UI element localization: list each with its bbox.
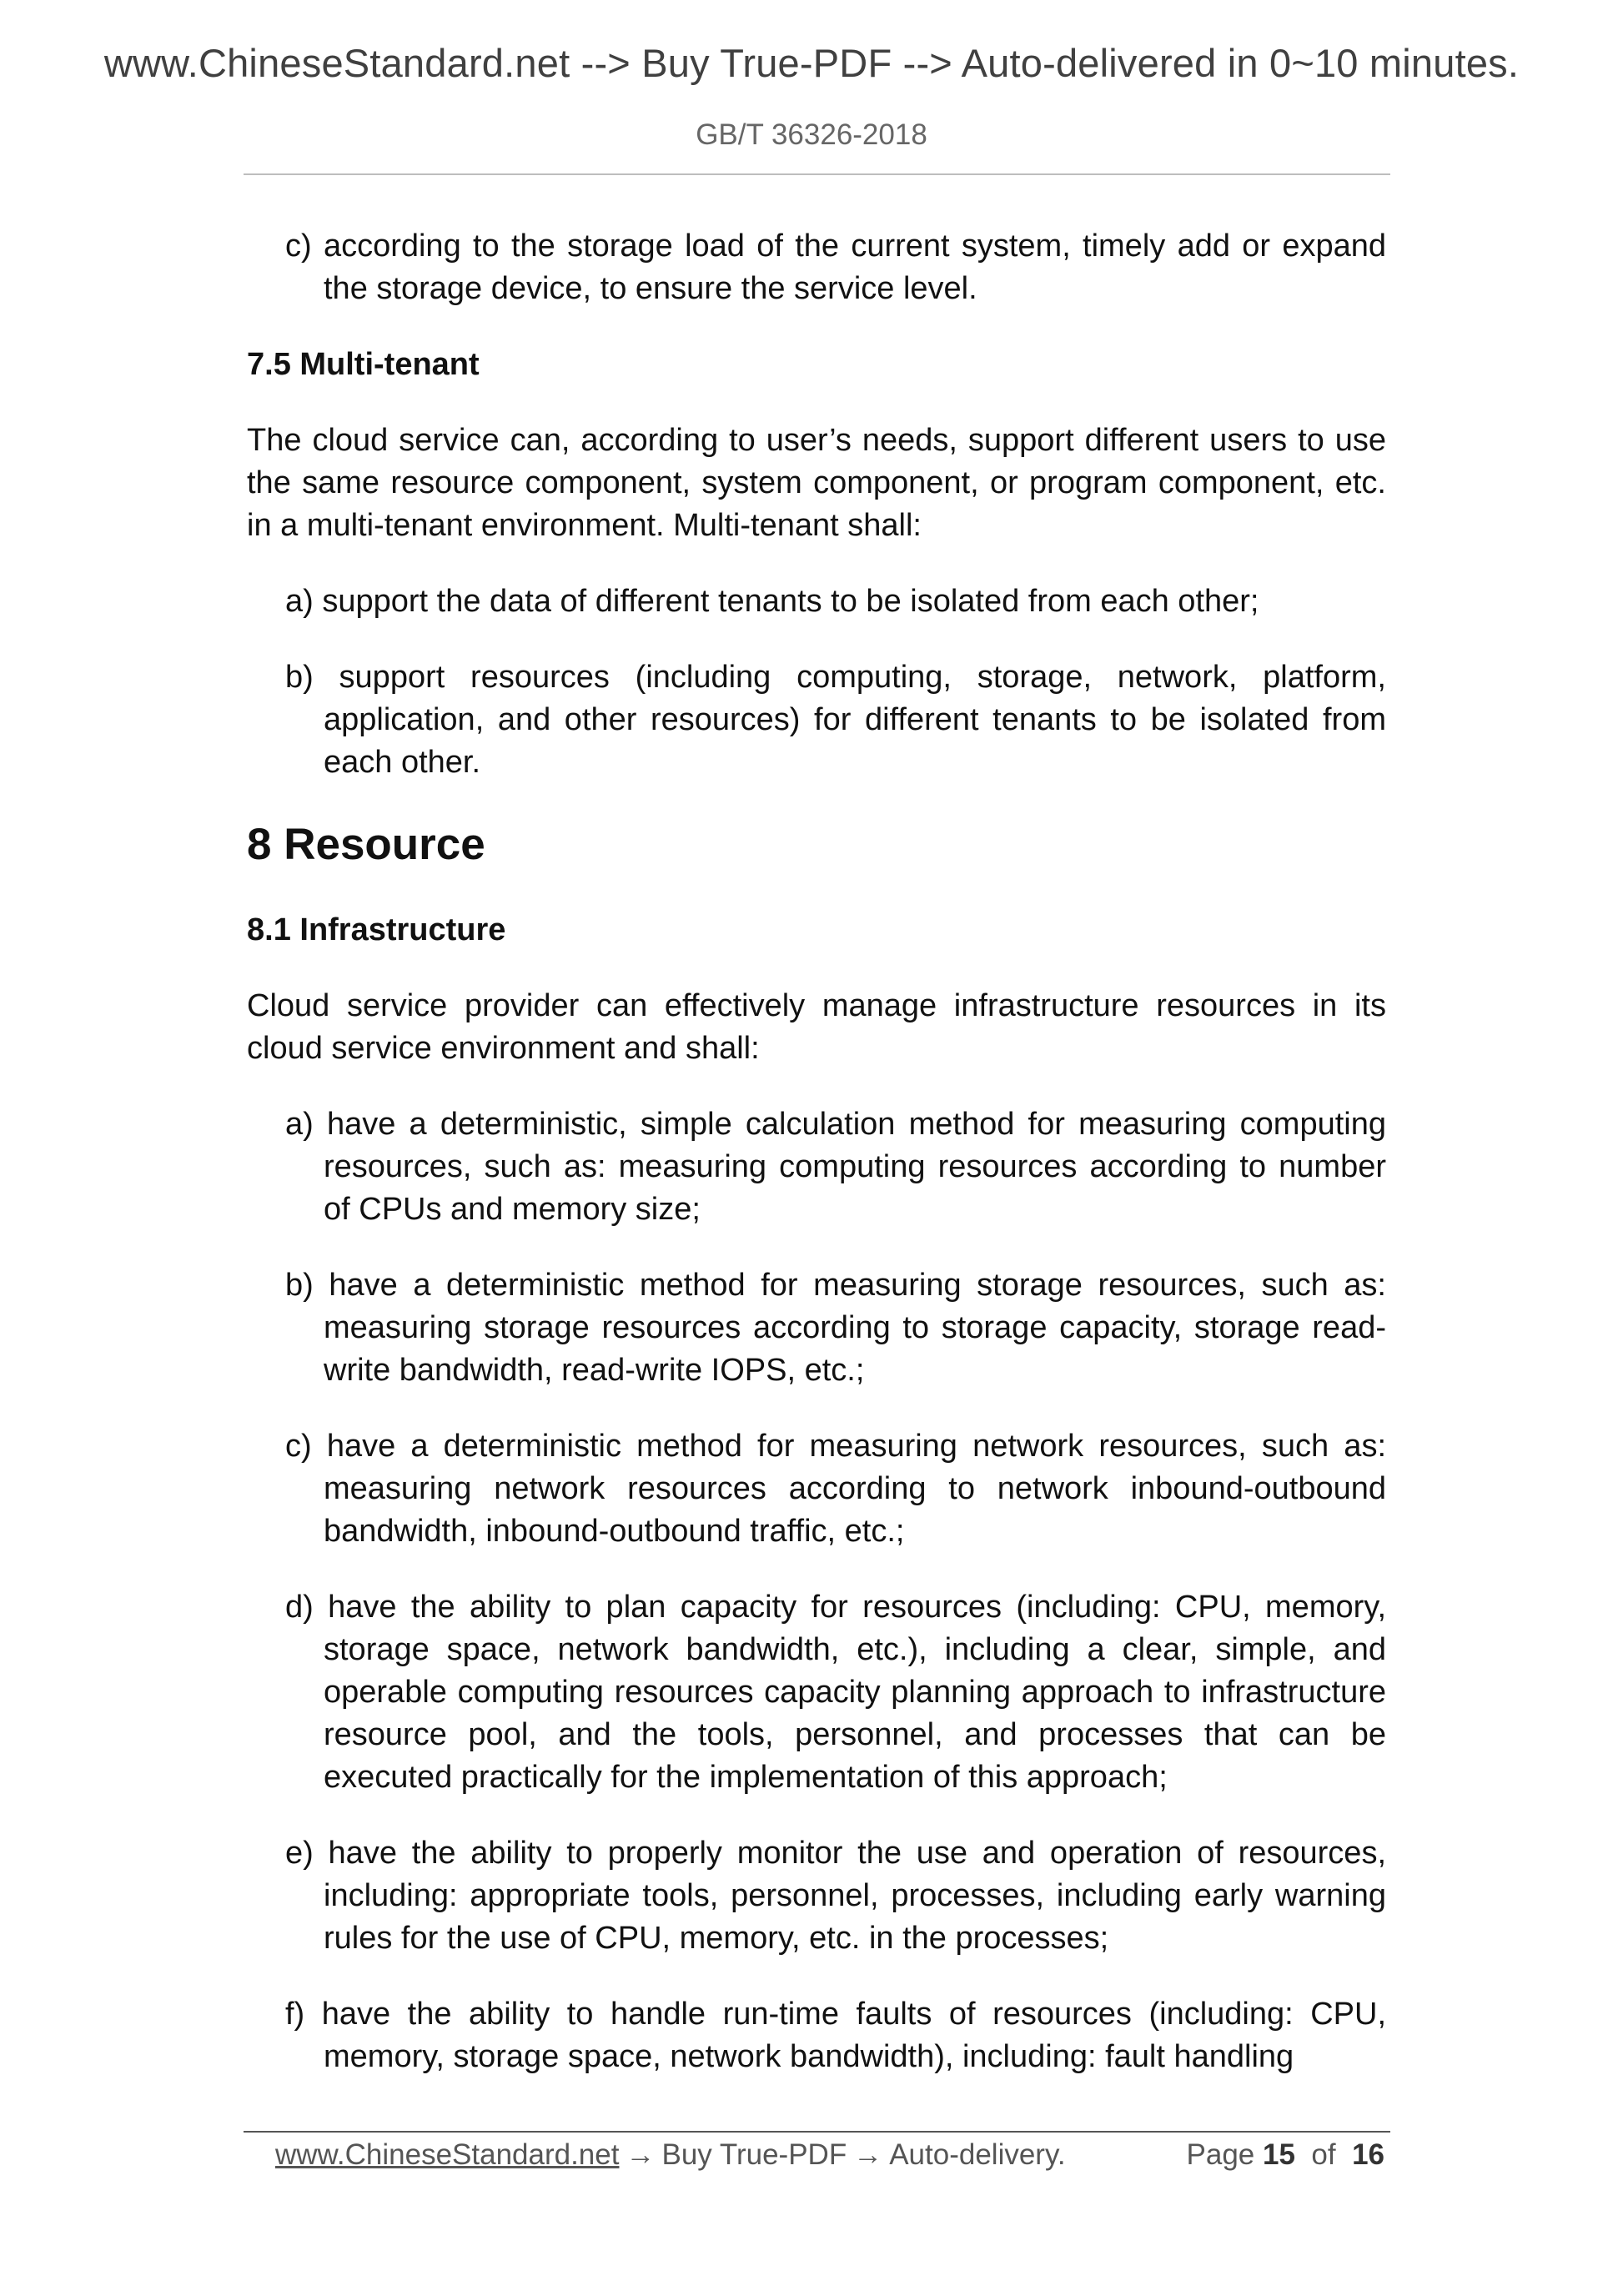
- list-item: c) have a deterministic method for measuring network resources, such as: measuring network resources according to network inbound-outbound bandwidth, inbound-outbound traffic, etc.;: [285, 1429, 1386, 1549]
- page-content: [247, 225, 1386, 2112]
- total-pages: 16: [1352, 2138, 1384, 2171]
- chapter-8-heading: 8 Resource: [247, 820, 485, 869]
- list-item: d) have the ability to plan capacity for resources (including: CPU, memory, storage space, network bandwidth, etc.), including a clear, simple, and operable computing resources capacity planning approach to infrastructure resource pool, and the tools, personnel, and processes that can be executed practically for the implementation of this approach;: [285, 1590, 1386, 1795]
- page-indicator: [1187, 2137, 1384, 2173]
- arrow-right-icon: →: [853, 2138, 883, 2171]
- footer-buy-text: Buy True-PDF: [661, 2138, 847, 2171]
- list-item: a) have a deterministic, simple calculation method for measuring computing resources, such as: measuring computing resources according to number of CPUs and memory size;: [285, 1107, 1386, 1227]
- arrow-right-icon: →: [626, 2138, 656, 2171]
- footer-delivery-text: Auto-delivery.: [889, 2138, 1066, 2171]
- section-8-1-intro: Cloud service provider can effectively manage infrastructure resources in its cloud service environment and shall:: [247, 988, 1386, 1066]
- list-item: f) have the ability to handle run-time faults of resources (including: CPU, memory, storage space, network bandwidth), including: fault handling: [285, 1997, 1386, 2074]
- footer-divider: [244, 2131, 1390, 2133]
- list-item: a) support the data of different tenants to be isolated from each other;: [285, 584, 1259, 619]
- section-7-5-intro: The cloud service can, according to user’s needs, support different users to use the same resource component, system component, or program component, etc. in a multi-tenant environment. Multi-tenant shall:: [247, 423, 1386, 543]
- list-item: b) have a deterministic method for measuring storage resources, such as: measuring storage resources according to storage capacity, storage read-write bandwidth, read-write IOPS, etc.;: [285, 1268, 1386, 1388]
- list-item: e) have the ability to properly monitor the use and operation of resources, including: appropriate tools, personnel, processes, including early warning rules for the use of CPU, memory, etc. in the processes;: [285, 1836, 1386, 1956]
- section-8-1-heading: 8.1 Infrastructure: [247, 912, 506, 947]
- standard-code: GB/T 36326-2018: [696, 118, 927, 151]
- page-number: 15: [1263, 2138, 1295, 2171]
- page-label: Page: [1186, 2138, 1255, 2171]
- list-item: b) support resources (including computing, storage, network, platform, application, and other resources) for different tenants to be isolated from each other.: [285, 660, 1386, 780]
- top-banner: www.ChineseStandard.net --> Buy True-PDF --> Auto-delivered in 0~10 minutes.: [103, 41, 1520, 85]
- header-divider: [244, 173, 1390, 175]
- section-7-5-heading: 7.5 Multi-tenant: [247, 347, 480, 382]
- footer-site-link[interactable]: www.ChineseStandard.net: [275, 2138, 620, 2171]
- footer-left: [275, 2137, 1066, 2173]
- list-item-c-storage-load: c) according to the storage load of the current system, timely add or expand the storage device, to ensure the service level.: [285, 229, 1386, 306]
- of-label: of: [1311, 2138, 1336, 2171]
